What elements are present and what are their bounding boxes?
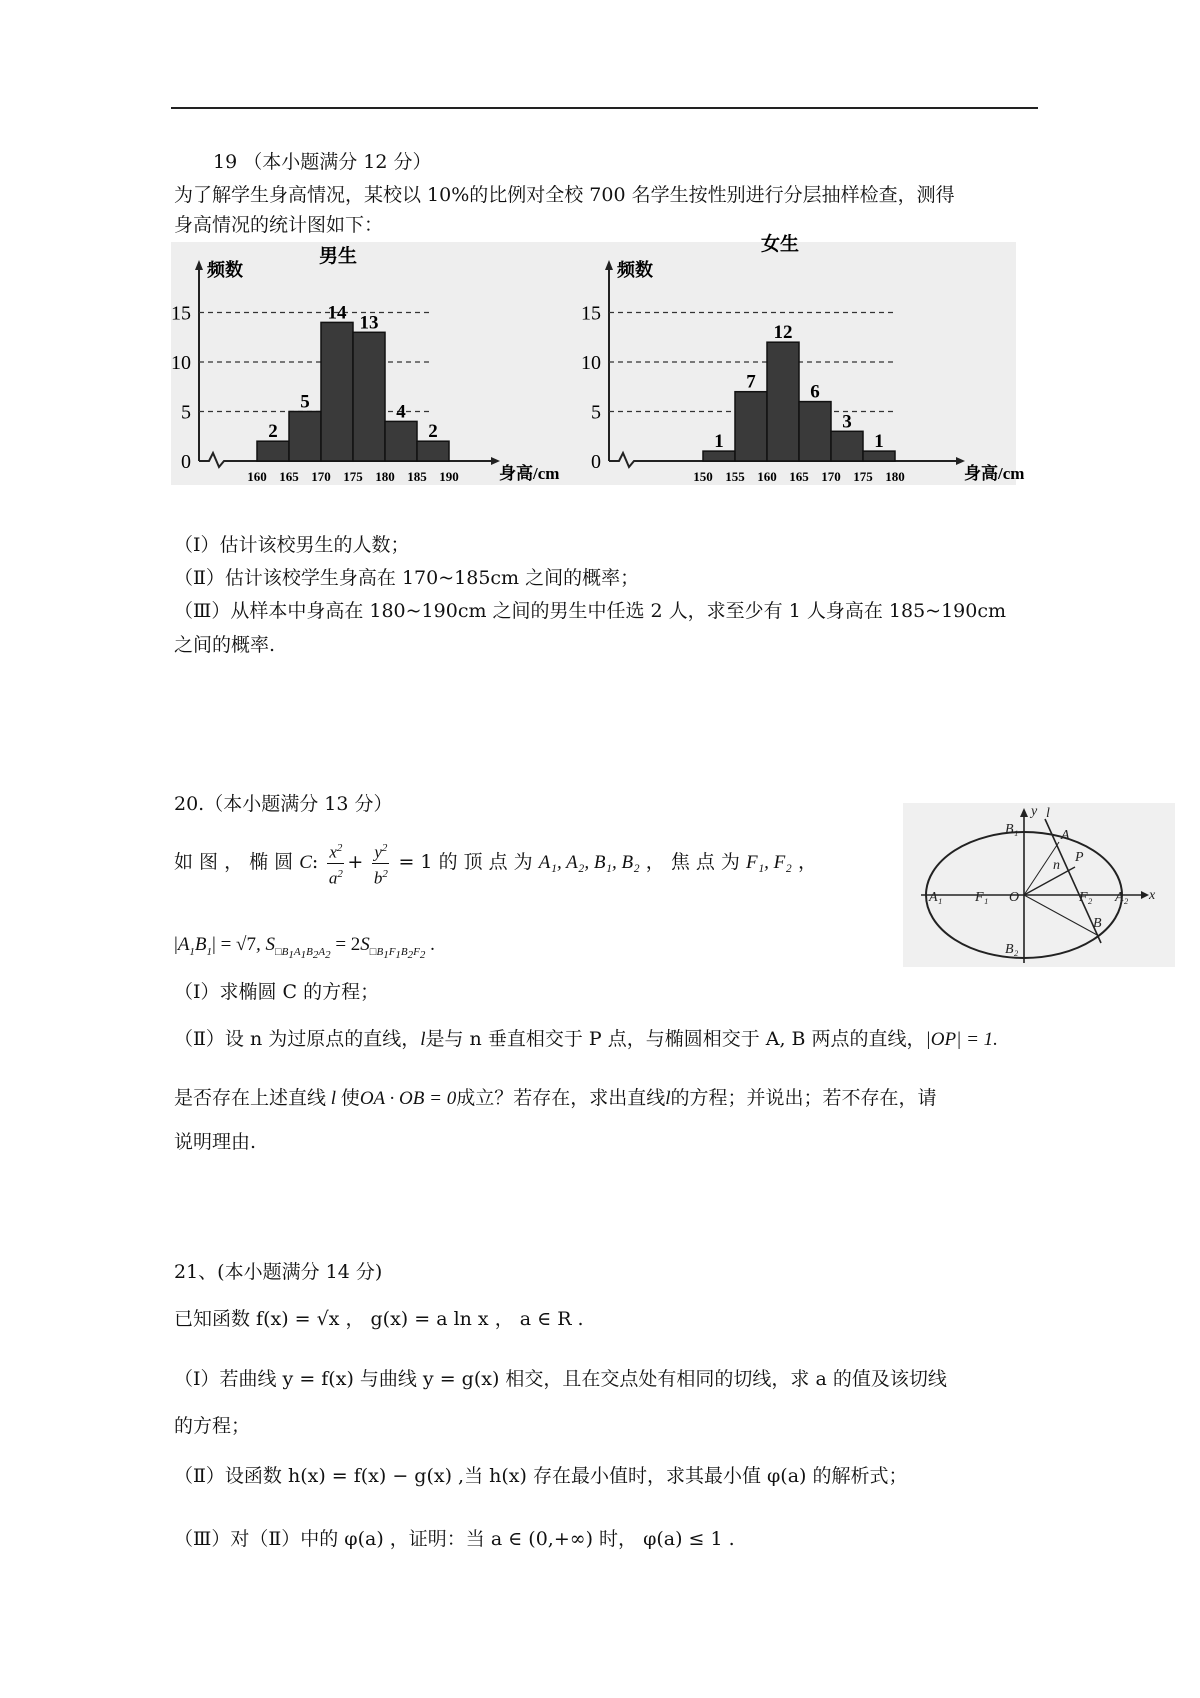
- label-a2: A₂: [1115, 890, 1129, 905]
- ellipse-name: C: [299, 852, 312, 874]
- q21-part-3: （Ⅲ）对（Ⅱ）中的 φ(a) ，证明：当 a ∈ (0,+∞) 时， φ(a) ≤ 1 .: [174, 1528, 735, 1550]
- male-title: 男生: [319, 246, 358, 267]
- female-y-tick-label: 5: [591, 401, 601, 424]
- ellipse-figure: [903, 803, 1175, 967]
- female-y-arrow: [605, 260, 613, 270]
- female-y-tick-label: 15: [581, 302, 601, 325]
- q20-intro-b: 的 顶 点 为: [438, 851, 533, 874]
- female-x-tick-label: 150: [693, 469, 713, 484]
- male-y-tick-label: 10: [171, 352, 191, 374]
- female-x-label: 身高/cm: [964, 464, 1025, 483]
- female-bar: [703, 451, 735, 461]
- q20-part-1: （Ⅰ）求椭圆 C 的方程；: [174, 981, 380, 1003]
- female-bar-label: 7: [746, 371, 756, 393]
- q19-text-2: 身高情况的统计图如下：: [174, 214, 384, 236]
- q21-part-2: （Ⅱ）设函数 h(x) = f(x) − g(x) ,当 h(x) 存在最小值时，求其最小值 φ(a) 的解析式；: [174, 1465, 908, 1487]
- female-x-tick-label: 170: [821, 469, 841, 484]
- q21-heading: 21、(本小题满分 14 分): [174, 1261, 383, 1283]
- q19-part-3-cont: 之间的概率.: [174, 634, 276, 656]
- histogram-figure: [171, 234, 1025, 485]
- q20-part-2-c: 是否存在上述直线: [174, 1087, 327, 1109]
- male-y-tick-label: 5: [181, 401, 191, 424]
- dot-product-condition: OA · OB = 0: [359, 1088, 457, 1109]
- label-n: n: [1053, 858, 1060, 873]
- female-bar-label: 6: [810, 381, 820, 403]
- male-x-tick-label: 170: [311, 469, 331, 484]
- q20-part-2-a: （Ⅱ）设 n 为过原点的直线，: [174, 1028, 421, 1050]
- q20-part-2-e: 成立？若存在，求出直线: [456, 1087, 666, 1109]
- male-bar: [289, 412, 321, 462]
- male-x-label: 身高/cm: [499, 464, 560, 483]
- q20-part-2: （Ⅱ）设 n 为过原点的直线，l是与 n 垂直相交于 P 点，与椭圆相交于 A, B 两点的直线，|OP| = 1.: [174, 1028, 998, 1050]
- label-b1: B₁: [1005, 822, 1019, 837]
- label-o: O: [1009, 890, 1020, 905]
- female-title: 女生: [761, 234, 800, 255]
- header-rule: [171, 107, 1038, 109]
- label-l: l: [1046, 806, 1050, 821]
- male-bar: [417, 441, 449, 461]
- q19-part-2: （Ⅱ）估计该校学生身高在 170~185cm 之间的概率；: [174, 567, 640, 589]
- male-y-tick-label: 0: [181, 451, 191, 473]
- x-arrow: [1141, 891, 1149, 899]
- male-y-label: 频数: [207, 260, 243, 280]
- male-bar-label: 14: [327, 302, 347, 324]
- vertices: A₁, A₂, B₁, B₂: [538, 852, 640, 874]
- male-bar: [257, 441, 289, 461]
- foci: F₁, F₂: [745, 852, 792, 874]
- q20-heading: 20.（本小题满分 13 分）: [174, 793, 393, 815]
- q20-part-2-d: 使: [340, 1087, 360, 1109]
- female-y-label: 频数: [617, 260, 653, 280]
- male-bar-label: 5: [300, 391, 310, 413]
- q19-text-1: 为了解学生身高情况，某校以 10%的比例对全校 700 名学生按性别进行分层抽样检查，测得: [174, 184, 955, 206]
- q20-intro: 如 图 ， 椭 圆 C: $\frac{x^2}{a^2}$ + $\frac{y^2}{b^2}$ = 1 的 顶 点 为 A₁, A₂, B₁, B₂ ， 焦 点 为 F₁, F₂ ，: [174, 838, 817, 888]
- q20-intro-c: ， 焦 点 为: [645, 851, 740, 874]
- female-x-tick-label: 160: [757, 469, 777, 484]
- female-bar: [863, 451, 895, 461]
- q20-part-2-b: 是与 n 垂直相交于 P 点，与椭圆相交于 A, B 两点的直线，: [425, 1028, 926, 1050]
- y-fraction: $\frac{y^2}{b^2}$: [372, 838, 389, 888]
- female-x-tick-label: 165: [789, 469, 809, 484]
- q20-part-2-line2: 是否存在上述直线 l 使OA · OB = 0成立？若存在，求出直线l的方程；并说出；若不存在，请: [174, 1087, 937, 1109]
- male-x-tick-label: 185: [407, 469, 427, 484]
- label-f1: F₁: [975, 890, 989, 905]
- female-y-tick-label: 0: [591, 451, 601, 473]
- q20-condition: $|A_1B_1| = √7$, $S_{□B_1A_1B_2A_2} = 2S_{□B_1F_1B_2F_2}$ .: [174, 934, 435, 961]
- male-x-tick-label: 165: [279, 469, 299, 484]
- female-y-tick-label: 10: [581, 352, 601, 374]
- female-x-tick-label: 180: [885, 469, 905, 484]
- ellipse-diagram: [903, 803, 1175, 967]
- male-y-arrow: [195, 260, 203, 270]
- label-b2: B₂: [1005, 942, 1019, 957]
- male-y-tick-label: 15: [171, 302, 191, 325]
- line-n: [1024, 867, 1075, 895]
- label-p: P: [1075, 850, 1084, 865]
- male-bar-label: 2: [428, 421, 438, 443]
- female-bar-label: 1: [874, 431, 884, 453]
- q21-part-1: （Ⅰ）若曲线 y = f(x) 与曲线 y = g(x) 相交，且在交点处有相同的切线，求 a 的值及该切线: [174, 1368, 947, 1390]
- label-x: x: [1149, 888, 1156, 903]
- q20-intro-a: 如 图 ， 椭 圆: [174, 851, 294, 874]
- female-x-tick-label: 175: [853, 469, 873, 484]
- male-x-tick-label: 175: [343, 469, 363, 484]
- q20-intro-d: ，: [797, 851, 817, 874]
- q21-part-1-cont: 的方程；: [174, 1415, 251, 1437]
- op-condition: |OP| = 1.: [925, 1029, 998, 1050]
- q20-part-2-line3: 说明理由.: [174, 1131, 257, 1153]
- male-x-tick-label: 190: [439, 469, 459, 484]
- histograms: [171, 234, 1025, 485]
- x-fraction: $\frac{x^2}{a^2}$: [327, 838, 344, 888]
- female-bar: [831, 431, 863, 461]
- male-bar-label: 2: [268, 421, 278, 443]
- male-bar: [321, 322, 353, 461]
- label-f2: F₂: [1079, 890, 1093, 905]
- q21-given: 已知函数 f(x) = √x ， g(x) = a ln x ， a ∈ R .: [174, 1308, 584, 1330]
- male-bar: [353, 332, 385, 461]
- female-bar: [799, 402, 831, 461]
- q19-heading: 19 （本小题满分 12 分）: [213, 151, 432, 173]
- male-bar-label: 13: [359, 312, 379, 334]
- q19-part-3: （Ⅲ）从样本中身高在 180~190cm 之间的男生中任选 2 人，求至少有 1 人身高在 185~190cm: [174, 600, 1006, 622]
- label-a1: A₁: [929, 890, 943, 905]
- female-bar-label: 1: [714, 431, 724, 453]
- label-a: A: [1061, 828, 1070, 843]
- female-x-tick-label: 155: [725, 469, 745, 484]
- male-bar: [385, 421, 417, 461]
- female-bar-label: 3: [842, 411, 852, 433]
- male-x-tick-label: 180: [375, 469, 395, 484]
- female-bar: [735, 392, 767, 461]
- female-bar: [767, 342, 799, 461]
- label-y: y: [1031, 804, 1038, 819]
- male-bar-label: 4: [396, 401, 406, 423]
- q19-part-1: （Ⅰ）估计该校男生的人数；: [174, 534, 410, 556]
- female-bar-label: 12: [773, 322, 793, 344]
- y-arrow: [1020, 808, 1028, 817]
- male-x-tick-label: 160: [247, 469, 267, 484]
- label-b: B: [1093, 916, 1102, 931]
- q20-part-2-f: 的方程；并说出；若不存在，请: [670, 1087, 937, 1109]
